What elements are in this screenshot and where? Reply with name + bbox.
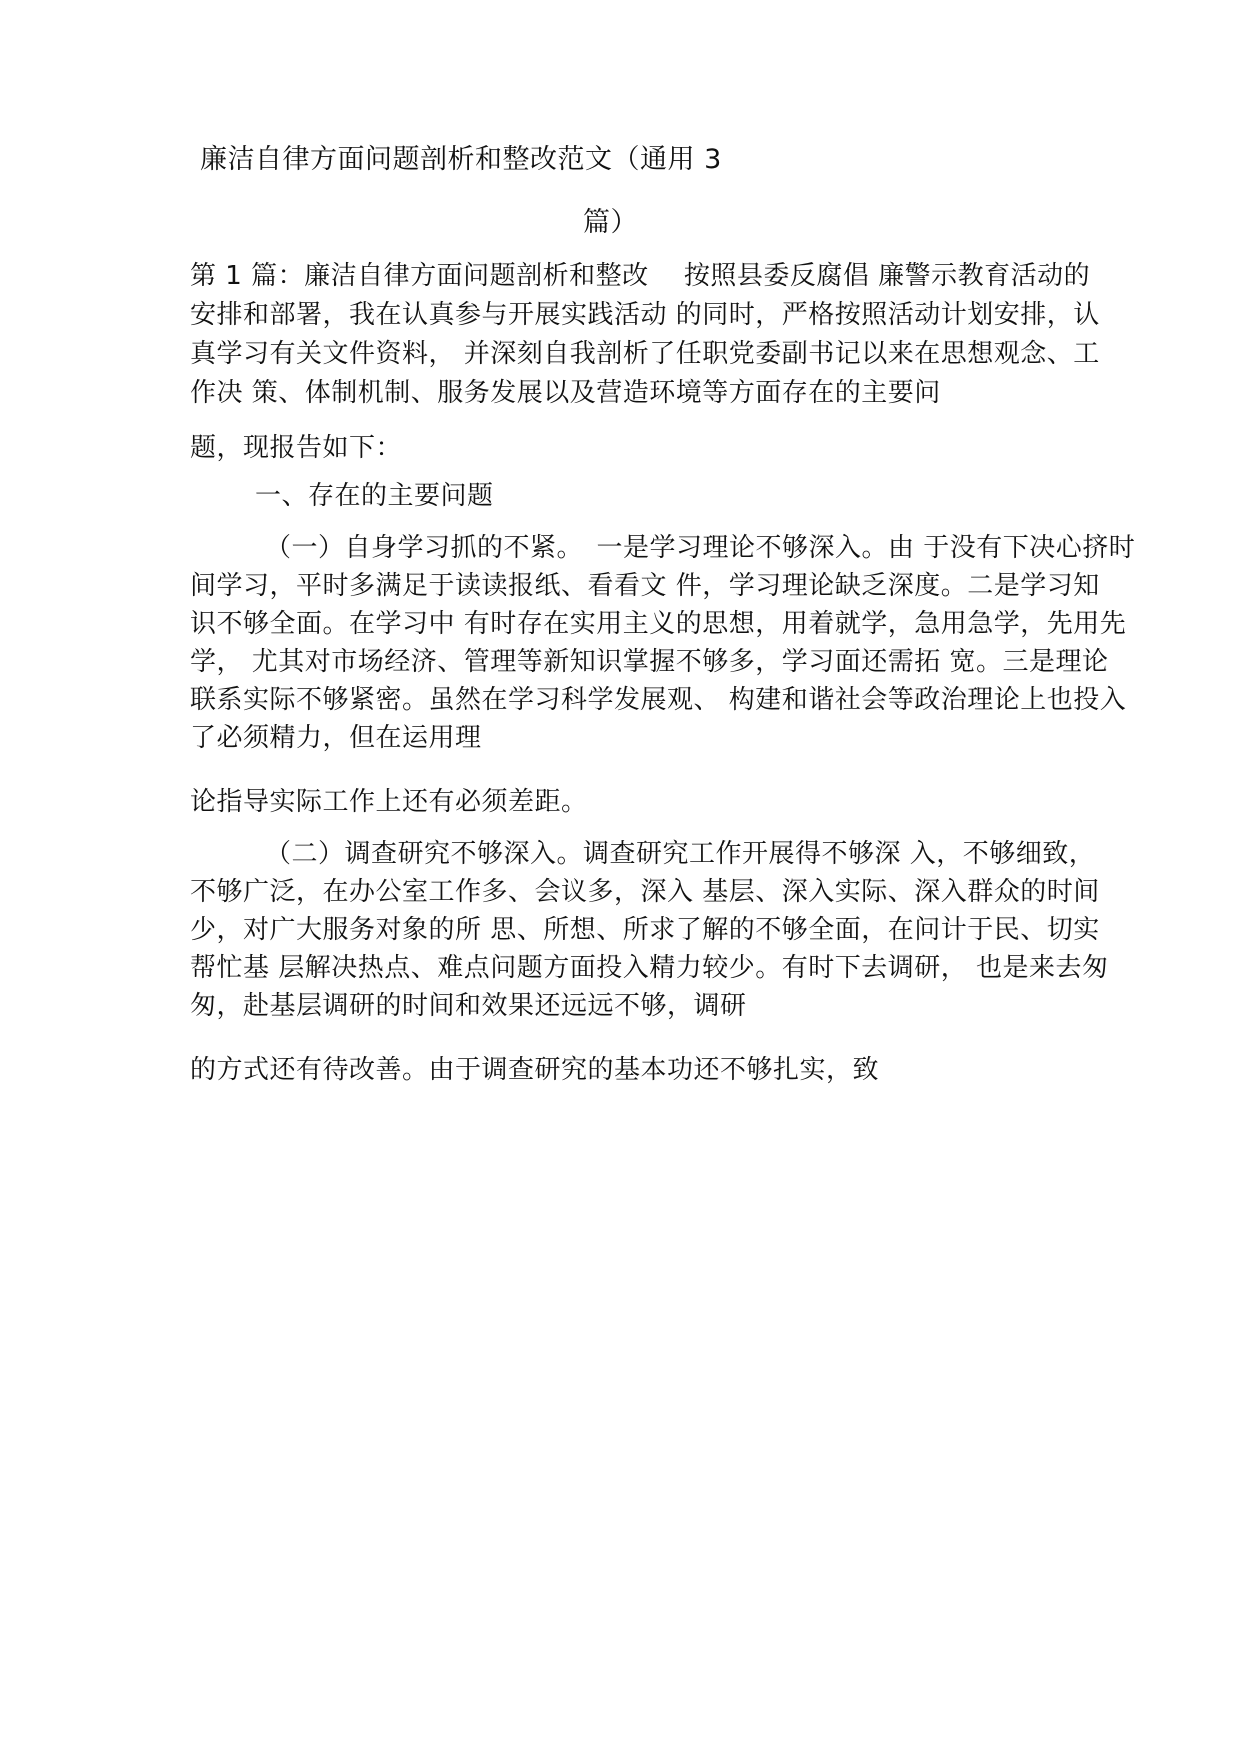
- paragraph-line: 不够广泛，在办公室工作多、会议多，深入 基层、深入实际、深入群众的时间: [190, 877, 1100, 907]
- document-title-line-1: 廉洁自律方面问题剖析和整改范文（通用 3: [200, 144, 722, 175]
- paragraph-line: 第 1 篇：廉洁自律方面问题剖析和整改 按照县委反腐倡 廉警示教育活动的: [190, 261, 1091, 291]
- paragraph-line: 真学习有关文件资料， 并深刻自我剖析了任职党委副书记以来在思想观念、工: [190, 339, 1100, 369]
- paragraph-line: 作决 策、体制机制、服务发展以及营造环境等方面存在的主要问: [190, 378, 941, 408]
- paragraph-line: 识不够全面。在学习中 有时存在实用主义的思想，用着就学，急用急学，先用先: [190, 609, 1127, 639]
- paragraph-line: 论指导实际工作上还有必须差距。: [190, 787, 588, 817]
- paragraph-line: 的方式还有待改善。由于调查研究的基本功还不够扎实，致: [190, 1055, 880, 1085]
- paragraph-line: 题，现报告如下：: [190, 433, 403, 463]
- paragraph-line: 了必须精力，但在运用理: [190, 723, 482, 753]
- document-title-line-2: 篇）: [583, 207, 638, 238]
- paragraph-line: （一）自身学习抓的不紧。 一是学习理论不够深入。由 于没有下决心挤时: [265, 533, 1136, 563]
- paragraph-line: 联系实际不够紧密。虽然在学习科学发展观、 构建和谐社会等政治理论上也投入: [190, 685, 1127, 715]
- paragraph-line: （二）调查研究不够深入。调查研究工作开展得不够深 入，不够细致，: [265, 839, 1096, 869]
- paragraph-line: 安排和部署，我在认真参与开展实践活动 的同时，严格按照活动计划安排，认: [190, 300, 1100, 330]
- paragraph-line: 学， 尤其对市场经济、管理等新知识掌握不够多，学习面还需拓 宽。三是理论: [190, 647, 1109, 677]
- paragraph-line: 帮忙基 层解决热点、难点问题方面投入精力较少。有时下去调研， 也是来去匆: [190, 953, 1109, 983]
- section-heading: 一、存在的主要问题: [255, 481, 494, 511]
- paragraph-line: 匆，赴基层调研的时间和效果还远远不够，调研: [190, 991, 747, 1021]
- paragraph-line: 间学习，平时多满足于读读报纸、看看文 件，学习理论缺乏深度。二是学习知: [190, 571, 1100, 601]
- paragraph-line: 少，对广大服务对象的所 思、所想、所求了解的不够全面，在问计于民、切实: [190, 915, 1100, 945]
